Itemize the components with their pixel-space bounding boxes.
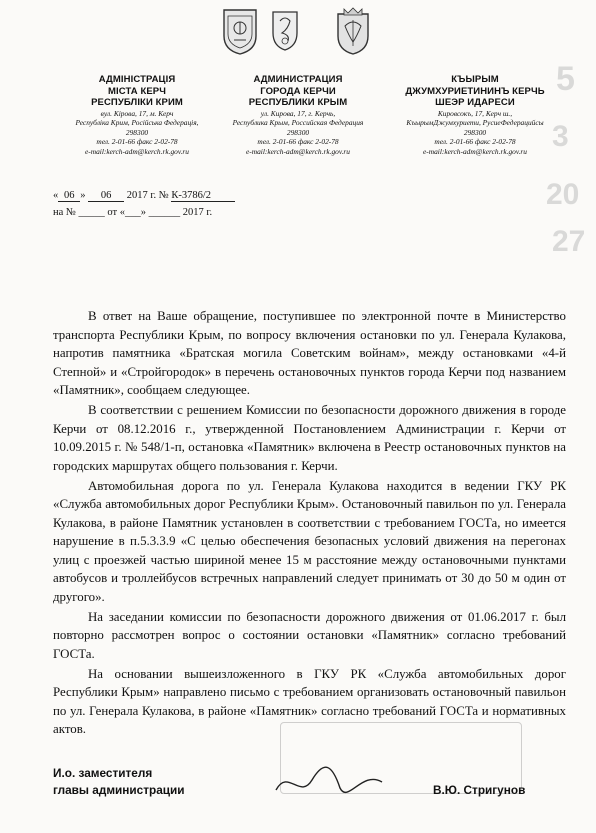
org-name-line: АДМІНІСТРАЦІЯ xyxy=(98,74,176,85)
handwritten-signature xyxy=(270,760,390,810)
org-name-line: РЕСПУБЛІКИ КРИМ xyxy=(91,97,183,108)
org-name-line: МІСТА КЕРЧ xyxy=(107,85,167,97)
incoming-reference: на № _____ от «___» ______ 2017 г. xyxy=(53,207,213,218)
phone-line: тел. 2-01-66 факс 2-02-78 xyxy=(96,137,178,146)
ref-month: 06 xyxy=(88,190,124,202)
address-line: 298300 xyxy=(463,127,487,137)
ref-year: 2017 г. № xyxy=(126,190,169,201)
bleed-through-mark: 3 xyxy=(552,120,569,153)
bleed-through-mark: 5 xyxy=(556,60,575,98)
org-name-line: ШЕЭР ИДАРЕСИ xyxy=(435,97,515,108)
address-line: 298300 xyxy=(286,127,310,137)
header-crimean-tatar xyxy=(380,74,570,156)
address-line: Республика Крым, Российская Федерация xyxy=(232,118,364,127)
address-line: Республіка Крим, Російська Федерація, xyxy=(75,118,199,127)
outgoing-reference: « 06 » 06 2017 г. № К-3786/2 xyxy=(53,190,235,202)
org-name-line: КЪЫРЫМ xyxy=(451,74,499,85)
phone-line: тел. 2-01-66 факс 2-02-78 xyxy=(257,137,339,146)
address-line: Кировсокъ, 17, Керч ш., xyxy=(437,108,513,118)
phone-line: тел. 2-01-66 факс 2-02-78 xyxy=(434,137,516,146)
body-paragraph: В соответствии с решением Комиссии по безопасности дорожного движения в городе Керчи от 08.12.2016 г., утвержденной Постановлением Администрации г. Керчи от 10.09.2015 г. № 548/1-п, остановка «Памятник» включена в Реестр остановочных пунктов на городских маршрутах общего пользования г. Керчи. xyxy=(53,403,566,473)
bleed-through-mark: 20 xyxy=(546,178,580,211)
ref-day: 06 xyxy=(58,190,80,202)
ref-number: К-3786/2 xyxy=(171,190,235,202)
kerch-coat-of-arms-icon xyxy=(334,6,372,56)
email-line: e-mail:kerch-adm@kerch.rk.gov.ru xyxy=(85,146,189,156)
org-name-line: ГОРОДА КЕРЧИ xyxy=(260,85,336,97)
body-paragraph: В ответ на Ваше обращение, поступившее по электронной почте в Министерство транспорта Республики Крым, по вопросу включения остановки по ул. Генерала Кулакова, напротив памятника «Братская могила Советским войнам», между остановками «4-й Степной» и «Стройгородок» в перечень остановочных пунктов города Керчи под названием «Памятник», сообщаем следующее. xyxy=(53,309,566,397)
bleed-through-mark: 27 xyxy=(552,225,586,258)
email-line: e-mail:kerch-adm@kerch.rk.gov.ru xyxy=(423,146,527,156)
address-line: ул. Кирова, 17, г. Керчь, xyxy=(260,108,336,118)
org-name-line: РЕСПУБЛИКИ КРЫМ xyxy=(248,97,348,108)
org-name-line: ДЖУМХУРИЕТИНИНЪ КЕРЧЬ xyxy=(405,85,545,97)
body-paragraph: Автомобильная дорога по ул. Генерала Кулакова находится в ведении ГКУ РК «Служба автомобильных дорог Республики Крым». Остановочный павильон по ул. Генерала Кулакова, в районе Памятник установлен в соответствии с требованием ГОСТа, но имеется нарушение в п.5.3.3.9 «С целью обеспечения безопасных условий движения на перегонах улиц с проезжей частью шириной менее 15 м расстояние между остановочными пунктами автобусов и троллейбусов встречных направлений следует принимать от 30 до 50 м один от другого». xyxy=(53,478,566,604)
org-name-line: АДМИНИСТРАЦИЯ xyxy=(253,74,343,85)
email-line: e-mail:kerch-adm@kerch.rk.gov.ru xyxy=(246,146,350,156)
body-paragraph: На основании вышеизложенного в ГКУ РК «Служба автомобильных дорог Республики Крым» направлено письмо с требованием организовать остановочный павильон по ул. Генерала Кулакова, в районе «Памятник» согласно требований ГОСТа и нормативных актов. xyxy=(53,666,566,736)
crimea-coat-of-arms-icon xyxy=(270,9,300,53)
body-paragraph: На заседании комиссии по безопасности дорожного движения от 01.06.2017 г. был повторно рассмотрен вопрос о состоянии остановки «Памятник» согласно требований ГОСТа. xyxy=(53,609,566,661)
letter-body xyxy=(53,307,566,740)
header-russian xyxy=(203,74,393,156)
signatory-title: И.о. заместителя главы администрации xyxy=(53,766,185,797)
city-coat-of-arms-icon xyxy=(220,6,260,56)
address-line: 298300 xyxy=(125,127,149,137)
address-line: вул. Кірова, 17, м. Керч xyxy=(100,108,174,118)
address-line: КъырымДжумхуриети, РусиеФедерацийсы xyxy=(406,118,544,127)
signatory-name: В.Ю. Стригунов xyxy=(433,783,526,797)
